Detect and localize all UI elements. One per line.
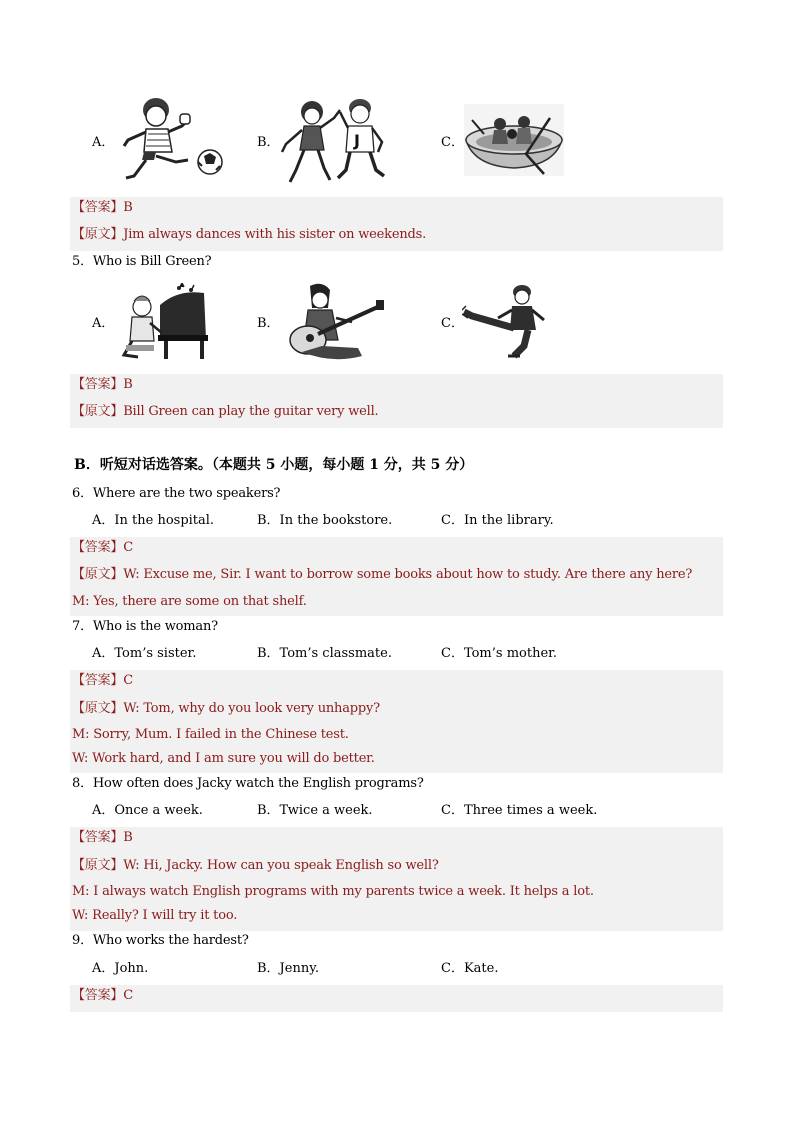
q5-question: 5．Who is Bill Green? bbox=[72, 254, 212, 269]
transcript-tag: 【原文】 bbox=[72, 567, 124, 582]
q5-transcript bbox=[72, 404, 379, 420]
q9-option-c: C．Kate. bbox=[441, 961, 499, 976]
q4-transcript bbox=[72, 227, 426, 243]
q4-option-c-label: C． bbox=[441, 135, 464, 150]
q7-question: 7．Who is the woman? bbox=[72, 619, 218, 634]
q8-transcript bbox=[72, 858, 439, 874]
transcript-tag: 【原文】 bbox=[72, 701, 124, 716]
q5-option-a-label: A． bbox=[92, 316, 115, 331]
q5-option-b-label: B． bbox=[257, 316, 280, 331]
transcript-tag: 【原文】 bbox=[72, 858, 124, 873]
q4-option-a-label: A． bbox=[92, 135, 115, 150]
q6-transcript-line-2: M: Yes, there are some on that shelf. bbox=[72, 594, 307, 609]
man-doing-kungfu-kick-icon bbox=[462, 284, 552, 360]
q9-question: 9．Who works the hardest? bbox=[72, 933, 249, 948]
q9-answer-panel bbox=[70, 985, 723, 1012]
transcript-line: W: Hi, Jacky. How can you speak English so well? bbox=[123, 858, 439, 873]
q7-transcript-line-2: M: Sorry, Mum. I failed in the Chinese test. bbox=[72, 727, 349, 742]
q7-transcript-line-3: W: Work hard, and I am sure you will do better. bbox=[72, 751, 375, 766]
q7-option-c: C．Tom’s mother. bbox=[441, 646, 558, 661]
transcript-tag: 【原文】 bbox=[72, 227, 124, 242]
q6-option-c: C．In the library. bbox=[441, 513, 554, 528]
answer-value: B bbox=[123, 377, 133, 392]
q7-transcript bbox=[72, 701, 380, 717]
q8-option-b: B．Twice a week. bbox=[257, 803, 373, 818]
answer-value: B bbox=[123, 200, 133, 215]
answer-tag: 【答案】 bbox=[72, 540, 124, 555]
answer-value: B bbox=[123, 830, 133, 845]
man-playing-guitar-icon bbox=[282, 282, 386, 364]
transcript-line: W: Excuse me, Sir. I want to borrow some books about how to study. Are there any here? bbox=[123, 567, 693, 582]
q8-question: 8．How often does Jacky watch the English programs? bbox=[72, 776, 424, 791]
q7-option-a: A．Tom’s sister. bbox=[92, 646, 197, 661]
q5-answer bbox=[72, 377, 133, 393]
answer-value: C bbox=[123, 540, 133, 555]
boy-and-girl-dancing-icon bbox=[278, 98, 386, 184]
answer-value: C bbox=[123, 673, 133, 688]
transcript-tag: 【原文】 bbox=[72, 404, 124, 419]
q9-option-a: A．John. bbox=[92, 961, 149, 976]
q9-option-b: B．Jenny. bbox=[257, 961, 319, 976]
transcript-text: Jim always dances with his sister on weekends. bbox=[123, 227, 427, 242]
answer-tag: 【答案】 bbox=[72, 830, 124, 845]
q4-option-b-label: B． bbox=[257, 135, 280, 150]
q8-option-a: A．Once a week. bbox=[92, 803, 203, 818]
people-rowing-boat-icon bbox=[464, 104, 564, 176]
answer-tag: 【答案】 bbox=[72, 200, 124, 215]
q6-option-b: B．In the bookstore. bbox=[257, 513, 393, 528]
transcript-line: W: Tom, why do you look very unhappy? bbox=[123, 701, 380, 716]
q6-answer bbox=[72, 540, 133, 556]
answer-tag: 【答案】 bbox=[72, 377, 124, 392]
man-playing-piano-icon bbox=[118, 283, 214, 361]
q8-answer bbox=[72, 830, 133, 846]
q7-answer bbox=[72, 673, 133, 689]
svg-text:J: J bbox=[354, 131, 360, 150]
answer-tag: 【答案】 bbox=[72, 988, 124, 1003]
q5-option-c-label: C． bbox=[441, 316, 464, 331]
q8-transcript-line-3: W: Really? I will try it too. bbox=[72, 908, 238, 923]
q4-answer bbox=[72, 200, 133, 216]
boy-kicking-football-icon bbox=[116, 96, 228, 184]
q6-question: 6．Where are the two speakers? bbox=[72, 486, 281, 501]
q6-option-a: A．In the hospital. bbox=[92, 513, 215, 528]
q7-option-b: B．Tom’s classmate. bbox=[257, 646, 392, 661]
section-b-title: B．听短对话选答案。（本题共 5 小题，每小题 1 分，共 5 分） bbox=[74, 457, 474, 473]
q8-transcript-line-2: M: I always watch English programs with my parents twice a week. It helps a lot. bbox=[72, 884, 594, 899]
q8-option-c: C．Three times a week. bbox=[441, 803, 598, 818]
q6-transcript bbox=[72, 567, 692, 583]
answer-tag: 【答案】 bbox=[72, 673, 124, 688]
answer-value: C bbox=[123, 988, 133, 1003]
transcript-text: Bill Green can play the guitar very well. bbox=[123, 404, 379, 419]
q9-answer bbox=[72, 988, 133, 1004]
